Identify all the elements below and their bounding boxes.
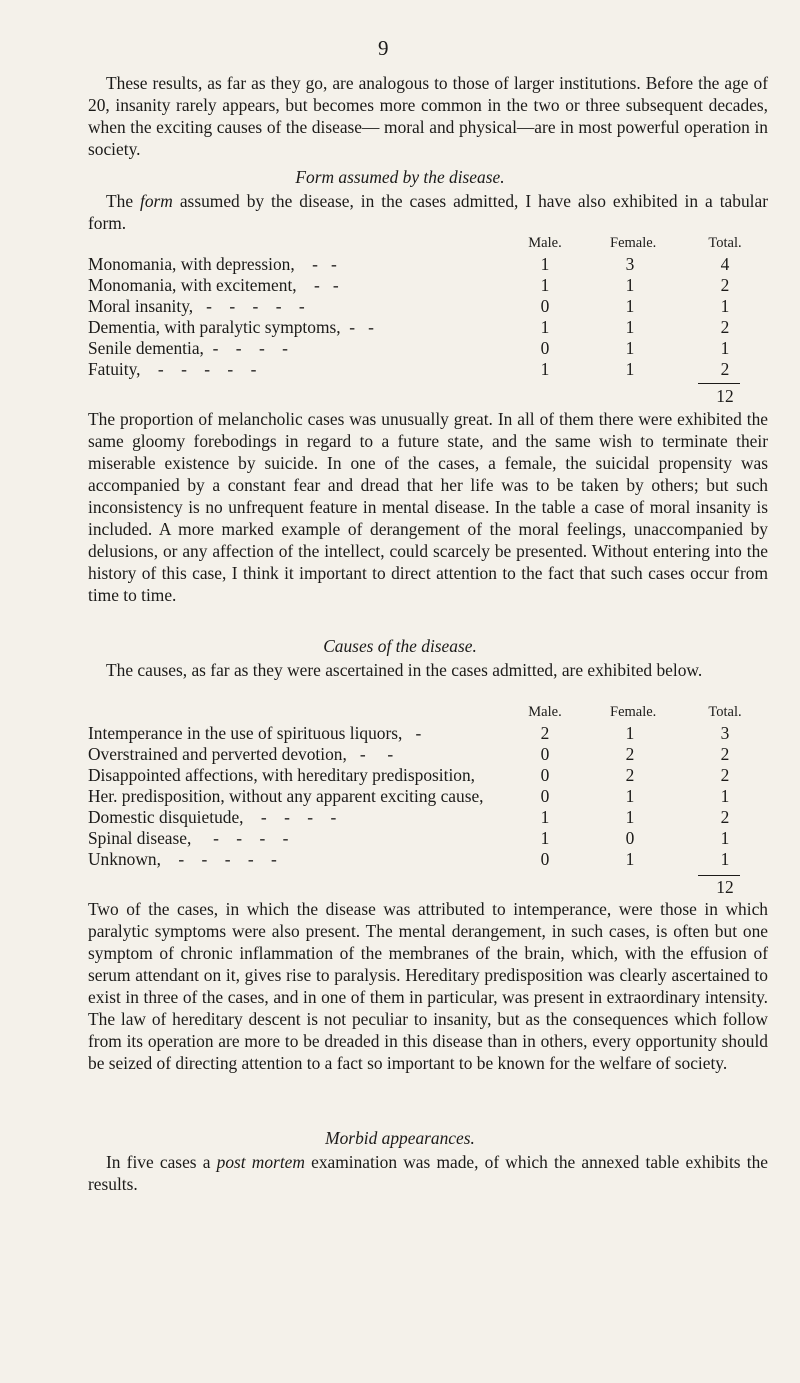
- male-value: 1: [540, 275, 550, 295]
- row-label: Monomania, with depression, - -: [88, 254, 337, 274]
- morbid-intro-prefix: In five cases a: [106, 1152, 217, 1172]
- row-label: Disappointed affections, with hereditary predisposition,: [88, 765, 476, 785]
- row-label: Overstrained and perverted devotion, - -: [88, 744, 394, 764]
- table-header-row: [88, 702, 780, 723]
- total-header: Total.: [708, 704, 742, 720]
- morbid-heading: Morbid appearances.: [325, 1128, 475, 1148]
- table-row: [88, 275, 780, 296]
- table-row: [88, 807, 780, 828]
- male-value: 1: [540, 359, 550, 379]
- row-label: Monomania, with excitement, - -: [88, 275, 339, 295]
- total-value: 2: [720, 744, 730, 764]
- female-value: 1: [625, 296, 635, 316]
- causes-heading: Causes of the disease.: [323, 636, 477, 656]
- form-intro-paragraph: [88, 190, 768, 234]
- morbid-intro-paragraph: [88, 1151, 768, 1195]
- form-total-rule: [698, 383, 740, 384]
- morbid-intro-rest: examination was made, of which the annexed table exhibits the results.: [88, 1152, 768, 1194]
- female-value: 1: [625, 786, 635, 806]
- table-row: [88, 359, 780, 380]
- male-value: 0: [540, 786, 550, 806]
- row-label: Dementia, with paralytic symptoms, - -: [88, 317, 374, 337]
- melancholic-paragraph: The proportion of melancholic cases was unusually great. In all of them there were exhibited the same gloomy forebodings in regard to a future state, and the same wish to terminate their miserable existence by suicide. In one of the cases, a female, the suicidal propensity was accompanied by a constant fear and dread that her life was to be taken by others; but such inconsistency is no unfrequent feature in mental disease. In the table a case of moral insanity is included. A more marked example of derangement of the moral feelings, unaccompanied by delusions, or any affection of the intellect, could scarcely be presented. Without entering into the history of this case, I think it important to direct attention to the fact that such cases occur from time to time.: [88, 409, 768, 605]
- female-header: Female.: [610, 704, 657, 720]
- female-value: 1: [625, 359, 635, 379]
- table-header-row: [88, 233, 780, 254]
- page-number: 9: [378, 36, 389, 60]
- male-value: 1: [540, 807, 550, 827]
- row-label: Moral insanity, - - - - -: [88, 296, 305, 316]
- total-value: 1: [720, 338, 730, 358]
- table-row: [88, 296, 780, 317]
- total-value: 1: [720, 296, 730, 316]
- row-label: Domestic disquietude, - - - -: [88, 807, 337, 827]
- total-value: 4: [720, 254, 730, 274]
- male-value: 1: [540, 828, 550, 848]
- form-heading: Form assumed by the disease.: [295, 167, 505, 187]
- form-table: [88, 233, 780, 380]
- causes-total-rule: [698, 875, 740, 876]
- table-row: [88, 254, 780, 275]
- total-value: 3: [720, 723, 730, 743]
- male-value: 1: [540, 254, 550, 274]
- row-label: Intemperance in the use of spirituous liquors, -: [88, 723, 422, 743]
- row-label: Unknown, - - - - -: [88, 849, 277, 869]
- form-intro-italic: form: [140, 191, 173, 211]
- form-intro-rest: assumed by the disease, in the cases admitted, I have also exhibited in a tabular form.: [88, 191, 768, 233]
- female-value: 2: [625, 765, 635, 785]
- total-value: 1: [720, 849, 730, 869]
- total-value: 2: [720, 275, 730, 295]
- male-value: 0: [540, 296, 550, 316]
- total-value: 2: [720, 765, 730, 785]
- female-value: 1: [625, 275, 635, 295]
- total-value: 1: [720, 828, 730, 848]
- male-value: 2: [540, 723, 550, 743]
- intro-paragraph: These results, as far as they go, are analogous to those of larger institutions. Before the age of 20, insanity rarely appears, but becomes more common in the two or three subsequent decades, when the exciting causes of the disease— moral and physical—are in most powerful operation in society.: [88, 73, 768, 159]
- male-value: 1: [540, 317, 550, 337]
- table-row: [88, 849, 780, 870]
- female-value: 2: [625, 744, 635, 764]
- female-value: 1: [625, 807, 635, 827]
- form-intro-prefix: The: [106, 191, 141, 211]
- male-header: Male.: [528, 235, 562, 251]
- total-value: 1: [720, 786, 730, 806]
- male-header: Male.: [528, 704, 562, 720]
- female-header: Female.: [610, 235, 657, 251]
- row-label: Her. predisposition, without any apparent exciting cause,: [88, 786, 484, 806]
- female-value: 1: [625, 723, 635, 743]
- causes-table: [88, 702, 780, 870]
- table-row: [88, 828, 780, 849]
- causes-intro-paragraph: The causes, as far as they were ascertained in the cases admitted, are exhibited below.: [106, 660, 703, 680]
- female-value: 0: [625, 828, 635, 848]
- female-value: 1: [625, 849, 635, 869]
- table-row: [88, 317, 780, 338]
- form-grand-total: 12: [716, 386, 734, 406]
- male-value: 0: [540, 744, 550, 764]
- female-value: 1: [625, 317, 635, 337]
- row-label: Fatuity, - - - - -: [88, 359, 257, 379]
- total-header: Total.: [708, 235, 742, 251]
- table-row: [88, 338, 780, 359]
- row-label: Senile dementia, - - - -: [88, 338, 288, 358]
- female-value: 1: [625, 338, 635, 358]
- total-value: 2: [720, 807, 730, 827]
- table-row: [88, 786, 780, 807]
- total-value: 2: [720, 359, 730, 379]
- row-label: Spinal disease, - - - -: [88, 828, 289, 848]
- male-value: 0: [540, 849, 550, 869]
- table-row: [88, 765, 780, 786]
- table-row: [88, 744, 780, 765]
- male-value: 0: [540, 338, 550, 358]
- female-value: 3: [625, 254, 635, 274]
- morbid-intro-italic: post mortem: [216, 1152, 305, 1172]
- male-value: 0: [540, 765, 550, 785]
- total-value: 2: [720, 317, 730, 337]
- causes-grand-total: 12: [716, 877, 734, 897]
- table-row: [88, 723, 780, 744]
- intemperance-paragraph: Two of the cases, in which the disease was attributed to intemperance, were those in which paralytic symptoms were also present. The mental derangement, in such cases, is often but one symptom of chronic inflammation of the membranes of the brain, which, with the effusion of serum attendant on it, gives rise to paralysis. Hereditary predisposition was clearly ascertained to exist in three of the cases, and in one of them in particular, was present in extraordinary intensity. The law of hereditary descent is not peculiar to insanity, but as the consequences which follow from its operation are more to be dreaded in this disease than in others, every opportunity should be seized of directing attention to a fact so important to be known for the welfare of society.: [88, 899, 768, 1073]
